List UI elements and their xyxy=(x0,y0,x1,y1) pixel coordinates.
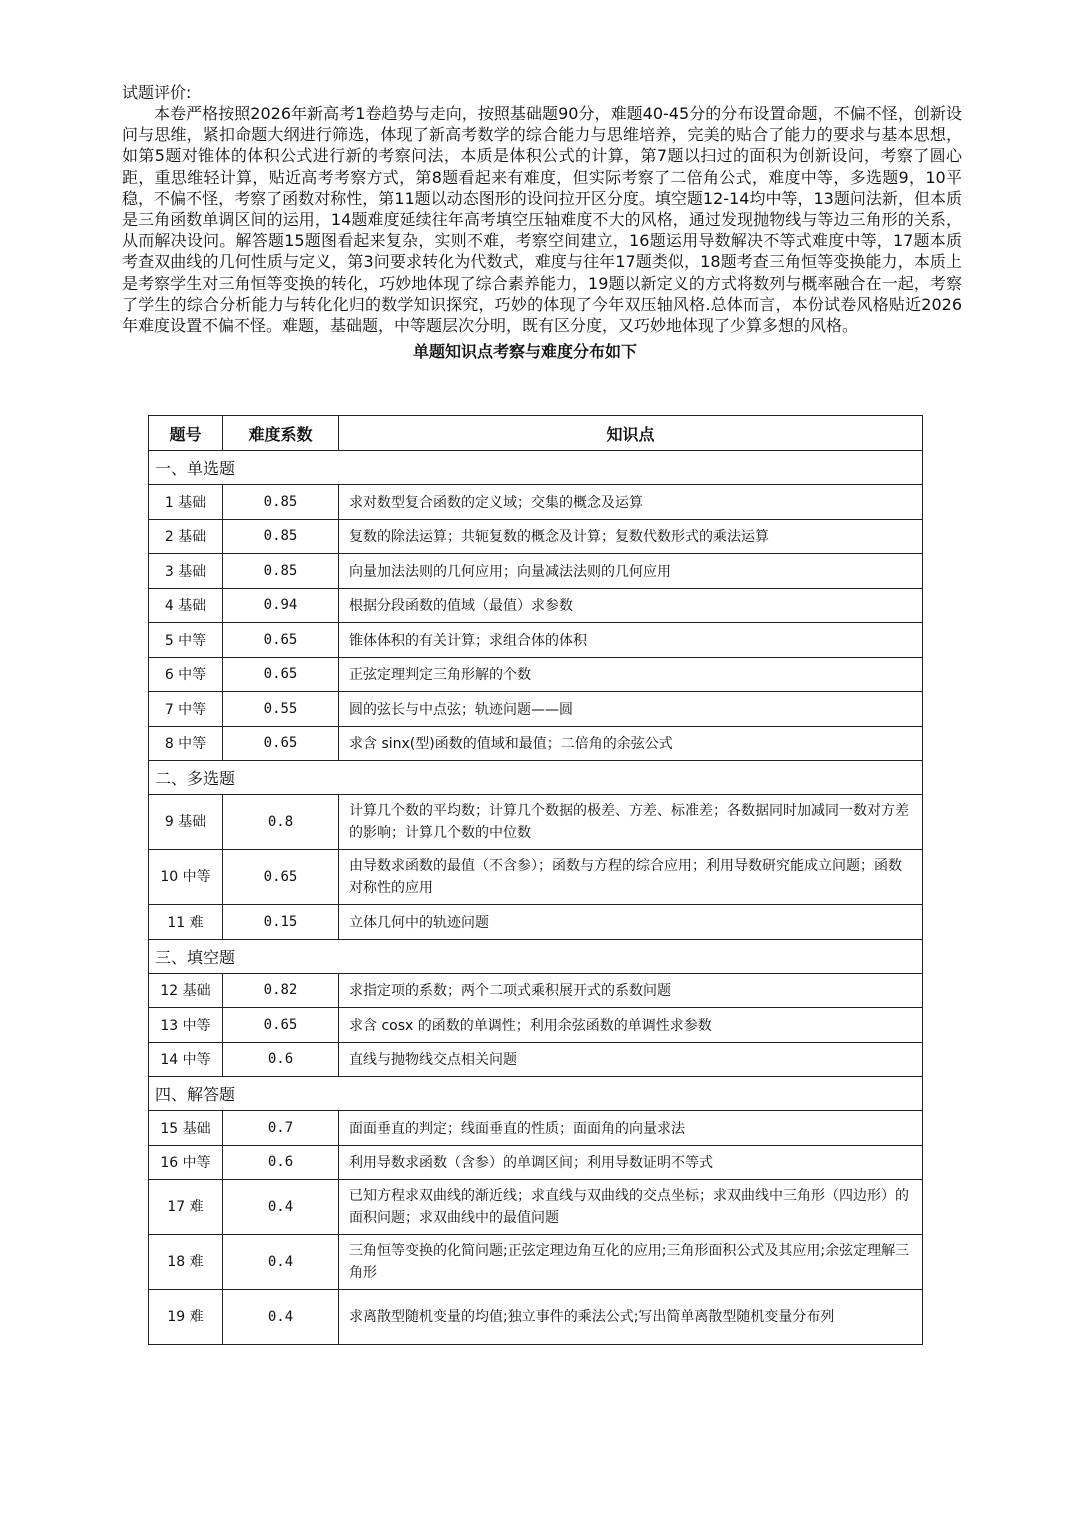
difficulty-cell: 0.4 xyxy=(223,1235,339,1290)
knowledge-point-cell: 利用导数求函数（含参）的单调区间；利用导数证明不等式 xyxy=(339,1145,923,1180)
table-row xyxy=(149,973,923,1008)
question-number-cell: 12 基础 xyxy=(149,973,223,1008)
knowledge-point-cell: 根据分段函数的值域（最值）求参数 xyxy=(339,588,923,623)
table-row xyxy=(149,588,923,623)
difficulty-cell: 0.85 xyxy=(223,554,339,589)
question-number-cell: 17 难 xyxy=(149,1180,223,1235)
document-page xyxy=(122,82,962,363)
table-row xyxy=(149,1180,923,1235)
header-number: 题号 xyxy=(149,416,223,451)
difficulty-cell: 0.85 xyxy=(223,485,339,520)
difficulty-cell: 0.4 xyxy=(223,1180,339,1235)
section-row xyxy=(149,939,923,973)
question-number-cell: 5 中等 xyxy=(149,623,223,658)
table-row xyxy=(149,1145,923,1180)
question-number-cell: 8 中等 xyxy=(149,726,223,761)
difficulty-cell: 0.65 xyxy=(223,850,339,905)
question-number-cell: 1 基础 xyxy=(149,485,223,520)
knowledge-point-cell: 直线与抛物线交点相关问题 xyxy=(339,1042,923,1077)
table-row xyxy=(149,623,923,658)
table-row xyxy=(149,850,923,905)
section-title: 一、单选题 xyxy=(149,451,923,485)
question-number-cell: 2 基础 xyxy=(149,519,223,554)
knowledge-point-cell: 正弦定理判定三角形解的个数 xyxy=(339,657,923,692)
table-row xyxy=(149,1290,923,1345)
section-row xyxy=(149,451,923,485)
table-row xyxy=(149,1008,923,1043)
section-title: 三、填空题 xyxy=(149,939,923,973)
difficulty-cell: 0.7 xyxy=(223,1111,339,1146)
knowledge-point-cell: 求含 cosx 的函数的单调性；利用余弦函数的单调性求参数 xyxy=(339,1008,923,1043)
question-number-cell: 19 难 xyxy=(149,1290,223,1345)
knowledge-point-cell: 锥体体积的有关计算；求组合体的体积 xyxy=(339,623,923,658)
knowledge-point-cell: 由导数求函数的最值（不含参）；函数与方程的综合应用；利用导数研究能成立问题；函数对称性的应用 xyxy=(339,850,923,905)
question-number-cell: 6 中等 xyxy=(149,657,223,692)
question-number-cell: 7 中等 xyxy=(149,692,223,727)
difficulty-cell: 0.82 xyxy=(223,973,339,1008)
table-row xyxy=(149,1111,923,1146)
table-header-row xyxy=(149,416,923,451)
knowledge-point-cell: 求离散型随机变量的均值;独立事件的乘法公式;写出简单离散型随机变量分布列 xyxy=(339,1290,923,1345)
header-difficulty: 难度系数 xyxy=(223,416,339,451)
question-number-cell: 18 难 xyxy=(149,1235,223,1290)
table-row xyxy=(149,519,923,554)
question-number-cell: 3 基础 xyxy=(149,554,223,589)
knowledge-point-cell: 求指定项的系数；两个二项式乘积展开式的系数问题 xyxy=(339,973,923,1008)
question-number-cell: 9 基础 xyxy=(149,795,223,850)
table-row xyxy=(149,485,923,520)
table-row xyxy=(149,692,923,727)
section-title: 四、解答题 xyxy=(149,1077,923,1111)
table-row xyxy=(149,905,923,940)
evaluation-paragraph: 本卷严格按照2026年新高考1卷趋势与走向，按照基础题90分，难题40-45分的分布设置命题，不偏不怪，创新设问与思维，紧扣命题大纲进行筛选，体现了新高考数学的综合能力与思维培养，完美的贴合了能力的要求与基本思想，如第5题对锥体的体积公式进行新的考察问法，本质是体积公式的计算，第7题以扫过的面积为创新设问，考察了圆心距，重思维轻计算，贴近高考考察方式，第8题看起来有难度，但实际考察了二倍角公式，难度中等，多选题9，10平稳，不偏不怪，考察了函数对称性，第11题以动态图形的设问拉开区分度。填空题12-14均中等，13题问法新，但本质是三角函数单调区间的运用，14题难度延续往年高考填空压轴难度不大的风格，通过发现抛物线与等边三角形的关系，从而解决设问。解答题15题图看起来复杂，实则不难，考察空间建立，16题运用导数解决不等式难度中等，17题本质考查双曲线的几何性质与定义，第3问要求转化为代数式，难度与往年17题类似，18题考查三角恒等变换能力，本质上是考察学生对三角恒等变换的转化，巧妙地体现了综合素养能力，19题以新定义的方式将数列与概率融合在一起，考察了学生的综合分析能力与转化化归的数学知识探究，巧妙的体现了今年双压轴风格.总体而言，本份试卷风格贴近2026年难度设置不偏不怪。难题，基础题，中等题层次分明，既有区分度，又巧妙地体现了少算多想的风格。 xyxy=(122,104,962,336)
table-row xyxy=(149,726,923,761)
difficulty-cell: 0.15 xyxy=(223,905,339,940)
knowledge-point-cell: 向量加法法则的几何应用；向量减法法则的几何应用 xyxy=(339,554,923,589)
section-title: 二、多选题 xyxy=(149,761,923,795)
knowledge-point-cell: 复数的除法运算；共轭复数的概念及计算；复数代数形式的乘法运算 xyxy=(339,519,923,554)
knowledge-point-cell: 立体几何中的轨迹问题 xyxy=(339,905,923,940)
knowledge-point-cell: 已知方程求双曲线的渐近线；求直线与双曲线的交点坐标；求双曲线中三角形（四边形）的面积问题；求双曲线中的最值问题 xyxy=(339,1180,923,1235)
knowledge-point-cell: 求含 sinx(型)函数的值域和最值；二倍角的余弦公式 xyxy=(339,726,923,761)
difficulty-cell: 0.65 xyxy=(223,657,339,692)
difficulty-cell: 0.85 xyxy=(223,519,339,554)
question-number-cell: 11 难 xyxy=(149,905,223,940)
question-number-cell: 14 中等 xyxy=(149,1042,223,1077)
knowledge-point-cell: 三角恒等变换的化简问题;正弦定理边角互化的应用;三角形面积公式及其应用;余弦定理解三角形 xyxy=(339,1235,923,1290)
table-row xyxy=(149,1042,923,1077)
knowledge-point-cell: 面面垂直的判定；线面垂直的性质；面面角的向量求法 xyxy=(339,1111,923,1146)
difficulty-cell: 0.6 xyxy=(223,1145,339,1180)
question-number-cell: 15 基础 xyxy=(149,1111,223,1146)
difficulty-cell: 0.4 xyxy=(223,1290,339,1345)
difficulty-cell: 0.65 xyxy=(223,623,339,658)
difficulty-cell: 0.65 xyxy=(223,726,339,761)
knowledge-point-table xyxy=(148,415,923,1345)
header-knowledge-point: 知识点 xyxy=(339,416,923,451)
question-number-cell: 4 基础 xyxy=(149,588,223,623)
knowledge-point-cell: 圆的弦长与中点弦；轨迹问题——圆 xyxy=(339,692,923,727)
question-number-cell: 13 中等 xyxy=(149,1008,223,1043)
question-number-cell: 10 中等 xyxy=(149,850,223,905)
table-row xyxy=(149,657,923,692)
evaluation-heading: 试题评价: xyxy=(122,83,192,102)
table-title: 单题知识点考察与难度分布如下 xyxy=(412,342,637,362)
table-row xyxy=(149,1235,923,1290)
section-row xyxy=(149,761,923,795)
knowledge-point-cell: 计算几个数的平均数；计算几个数据的极差、方差、标准差；各数据同时加减同一数对方差的影响；计算几个数的中位数 xyxy=(339,795,923,850)
section-row xyxy=(149,1077,923,1111)
difficulty-cell: 0.65 xyxy=(223,1008,339,1043)
difficulty-cell: 0.6 xyxy=(223,1042,339,1077)
table-row xyxy=(149,554,923,589)
knowledge-point-cell: 求对数型复合函数的定义域；交集的概念及运算 xyxy=(339,485,923,520)
table-body xyxy=(149,451,923,1345)
difficulty-cell: 0.55 xyxy=(223,692,339,727)
difficulty-cell: 0.94 xyxy=(223,588,339,623)
difficulty-cell: 0.8 xyxy=(223,795,339,850)
table-row xyxy=(149,795,923,850)
question-number-cell: 16 中等 xyxy=(149,1145,223,1180)
